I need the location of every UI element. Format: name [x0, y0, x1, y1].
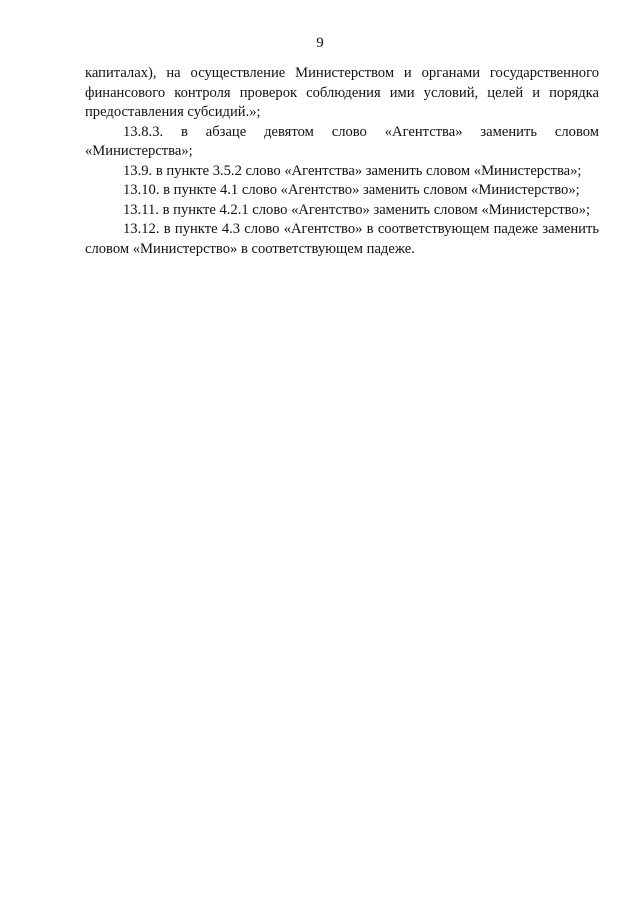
paragraph-13-9: 13.9. в пункте 3.5.2 слово «Агентства» заменить словом «Министерства»;: [123, 162, 582, 179]
paragraph-13-12: 13.12. в пункте 4.3 слово «Агентство» в соответствующем падеже заменить словом «Министерство» в соответствующем падеже.: [85, 221, 599, 257]
paragraph-13-11: 13.11. в пункте 4.2.1 слово «Агентство» заменить словом «Министерство»;: [123, 201, 591, 218]
paragraph-13-8-3: 13.8.3. в абзаце девятом слово «Агентства» заменить словом «Министерства»;: [85, 123, 599, 159]
page-number: 9: [316, 35, 324, 51]
paragraph-13-10: 13.10. в пункте 4.1 слово «Агентство» заменить словом «Министерство»;: [123, 182, 580, 198]
document-body: [85, 64, 599, 259]
paragraph-continuation: капиталах), на осуществление Министерством и органами государственного финансового контроля проверок соблюдения ими условий, целей и порядка предоставления субсидий.»;: [85, 65, 599, 120]
